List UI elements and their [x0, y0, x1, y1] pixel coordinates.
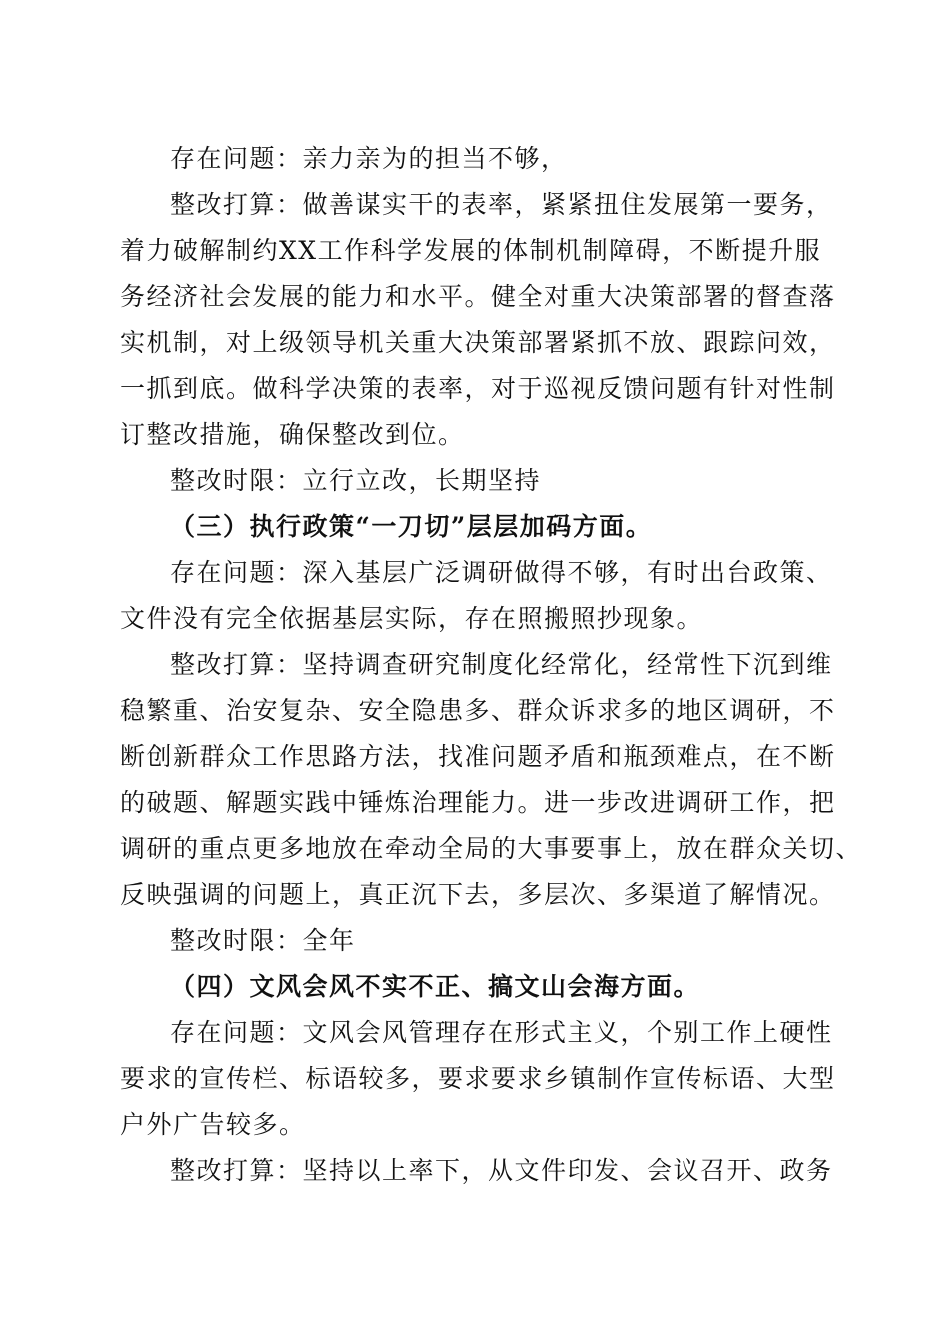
plan-line-7: 整改打算：坚持调查研究制度化经常化，经常性下沉到维 [170, 650, 833, 679]
plan-line-5: 一抓到底。做科学决策的表率，对于巡视反馈问题有针对性制 [120, 374, 836, 403]
problem-line-5: 要求的宣传栏、标语较多，要求要求乡镇制作宣传标语、大型 [120, 1064, 836, 1093]
plan-line-6: 订整改措施，确保整改到位。 [120, 420, 465, 449]
plan-line-11: 调研的重点更多地放在牵动全局的大事要事上，放在群众关切、 [120, 834, 863, 863]
problem-line-4: 存在问题：文风会风管理存在形式主义，个别工作上硬性 [170, 1018, 833, 1047]
plan-line-3: 务经济社会发展的能力和水平。健全对重大决策部署的督查落 [120, 282, 836, 311]
problem-line-2: 存在问题：深入基层广泛调研做得不够，有时出台政策、 [170, 558, 833, 587]
plan-line-10: 的破题、解题实践中锤炼治理能力。进一步改进调研工作，把 [120, 788, 836, 817]
problem-line-3: 文件没有完全依据基层实际，存在照搬照抄现象。 [120, 604, 704, 633]
plan-line-4: 实机制，对上级领导机关重大决策部署紧抓不放、跟踪问效， [120, 328, 836, 357]
plan-line-12: 反映强调的问题上，真正沉下去，多层次、多渠道了解情况。 [120, 880, 836, 909]
problem-line-1: 存在问题：亲力亲为的担当不够， [170, 144, 568, 173]
plan-line-8: 稳繁重、治安复杂、安全隐患多、群众诉求多的地区调研，不 [120, 696, 836, 725]
plan-line-2: 着力破解制约XX工作科学发展的体制机制障碍，不断提升服 [120, 236, 822, 265]
plan-line-9: 断创新群众工作思路方法，找准问题矛盾和瓶颈难点，在不断 [120, 742, 836, 771]
deadline-line-1: 整改时限：立行立改，长期坚持 [170, 466, 542, 495]
deadline-line-2: 整改时限：全年 [170, 926, 356, 955]
problem-line-6: 户外广告较多。 [120, 1110, 306, 1139]
section-heading-3: （三）执行政策“一刀切”层层加码方面。 [170, 512, 653, 541]
plan-line-13: 整改打算：坚持以上率下，从文件印发、会议召开、政务 [170, 1156, 833, 1185]
plan-line-1: 整改打算：做善谋实干的表率，紧紧扭住发展第一要务， [170, 190, 833, 219]
section-heading-4: （四）文风会风不实不正、搞文山会海方面。 [170, 972, 701, 1001]
